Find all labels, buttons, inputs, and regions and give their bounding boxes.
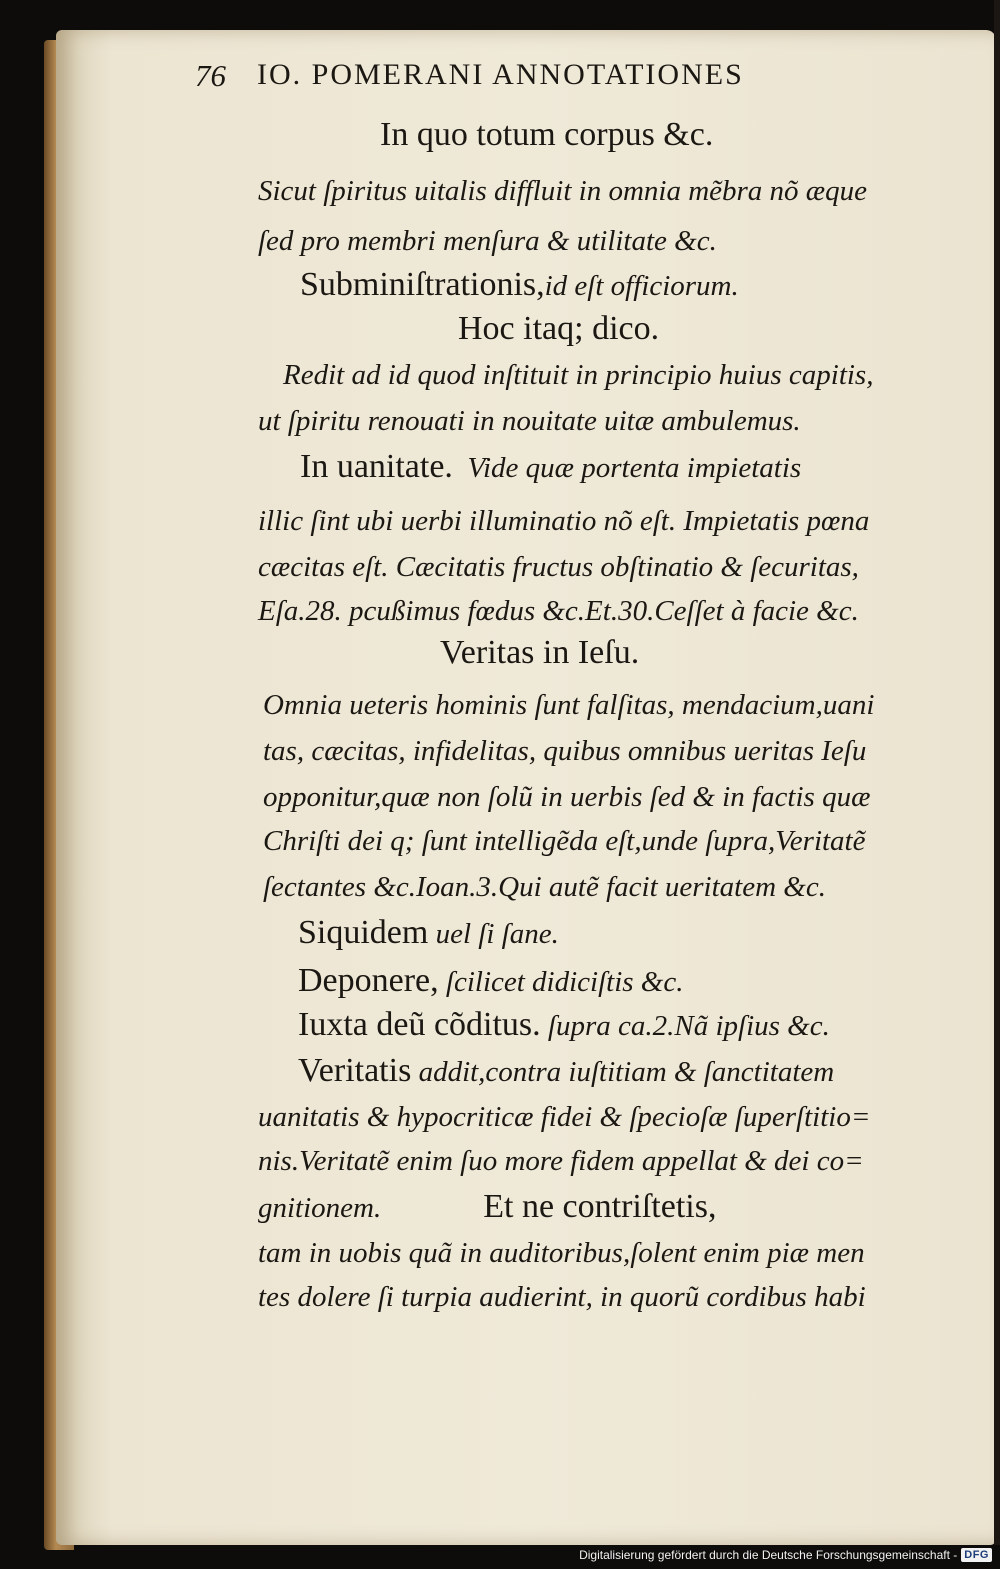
commentary-text: ſectantes &c.Ioan.3.Qui autẽ facit ueritatem &c. (263, 871, 826, 903)
text-line (298, 962, 684, 1001)
text-line (300, 266, 739, 305)
text-line (258, 1278, 866, 1316)
lemma-text: Siquidem (298, 914, 429, 951)
text-line (298, 914, 559, 953)
text-line (258, 172, 867, 210)
lemma-text: In uanitate. (300, 448, 453, 485)
running-head (195, 58, 955, 102)
commentary-text: ut ſpiritu renouati in nouitate uitæ ambulemus. (258, 405, 801, 437)
commentary-text: id eſt officiorum. (544, 270, 739, 302)
lemma-text: In quo totum corpus &c. (380, 116, 714, 153)
funding-credit: Digitalisierung gefördert durch die Deutsche Forschungsgemeinschaft - (579, 1548, 958, 1562)
text-line (283, 356, 873, 394)
dfg-logo-icon: DFG (961, 1548, 992, 1562)
text-line (258, 1234, 865, 1272)
commentary-text: Chriſti dei q; ſunt intelligẽda eſt,unde ſupra,Veritatẽ (263, 825, 866, 857)
text-line (258, 1142, 864, 1180)
running-title: IO. POMERANI ANNOTATIONES (257, 58, 744, 91)
text-line (258, 548, 859, 586)
commentary-text: gnitionem. (258, 1192, 382, 1224)
commentary-text: Eſa.28. pcußimus fœdus &c.Et.30.Ceſſet à facie &c. (258, 595, 859, 627)
commentary-text: tas, cæcitas, infidelitas, quibus omnibus ueritas Ieſu (263, 735, 867, 767)
lemma-text: Veritas in Ieſu. (440, 634, 640, 671)
text-line (380, 116, 713, 155)
text-line (263, 822, 866, 860)
lemma-text: Veritatis (298, 1052, 412, 1089)
commentary-text: illic ſint ubi uerbi illuminatio nõ eſt. Impietatis pœna (258, 505, 870, 537)
commentary-text: ſed pro membri menſura & utilitate &c. (258, 225, 717, 257)
lemma-text: Iuxta deũ cõditus. (298, 1006, 541, 1043)
text-line (258, 502, 869, 540)
lemma-text: Deponere, (298, 962, 439, 999)
text-line (300, 448, 801, 487)
text-line (298, 1052, 834, 1091)
commentary-text: Omnia ueteris hominis ſunt falſitas, mendacium,uani (263, 689, 875, 721)
commentary-text: uanitatis & hypocriticæ fidei & ſpecioſæ ſuperſtitio= (258, 1101, 871, 1133)
text-line (258, 1098, 870, 1136)
lemma-text: Subminiſtrationis, (300, 266, 545, 303)
commentary-text: ſcilicet didiciſtis &c. (438, 966, 684, 998)
lemma-text: Hoc itaq; dico. (458, 310, 660, 347)
commentary-text: Redit ad id quod inſtituit in principio huius capitis, (283, 359, 874, 391)
commentary-text: tam in uobis quã in auditoribus,ſolent enim piæ men (258, 1237, 865, 1269)
page-number: 76 (195, 58, 226, 93)
text-line (298, 1006, 830, 1045)
text-line (440, 634, 639, 673)
commentary-text: Sicut ſpiritus uitalis diffluit in omnia mẽbra nõ æque (258, 175, 868, 207)
text-line (258, 1188, 716, 1227)
lemma-text: Et ne contriſtetis, (381, 1188, 717, 1225)
text-line (458, 310, 659, 349)
digitization-footer (579, 1545, 992, 1565)
commentary-text: cæcitas eſt. Cæcitatis fructus obſtinatio & ſecuritas, (258, 551, 859, 583)
page-right-edge (994, 0, 1000, 1545)
commentary-text: nis.Veritatẽ enim ſuo more fidem appellat & dei co= (258, 1145, 864, 1177)
text-line (263, 778, 870, 816)
text-line (263, 868, 826, 906)
text-line (258, 402, 801, 440)
commentary-text: ſupra ca.2.Nã ipſius &c. (540, 1010, 830, 1042)
commentary-text: addit,contra iuſtitiam & ſanctitatem (411, 1056, 835, 1088)
commentary-text: Vide quæ portenta impietatis (452, 452, 802, 484)
commentary-text: tes dolere ſi turpia audierint, in quorũ cordibus habi (258, 1281, 866, 1313)
commentary-text: opponitur,quæ non ſolũ in uerbis ſed & in factis quæ (263, 781, 871, 813)
commentary-text: uel ſi ſane. (428, 918, 559, 950)
text-line (263, 732, 866, 770)
text-line (258, 592, 859, 630)
text-line (263, 686, 874, 724)
text-line (258, 222, 717, 260)
